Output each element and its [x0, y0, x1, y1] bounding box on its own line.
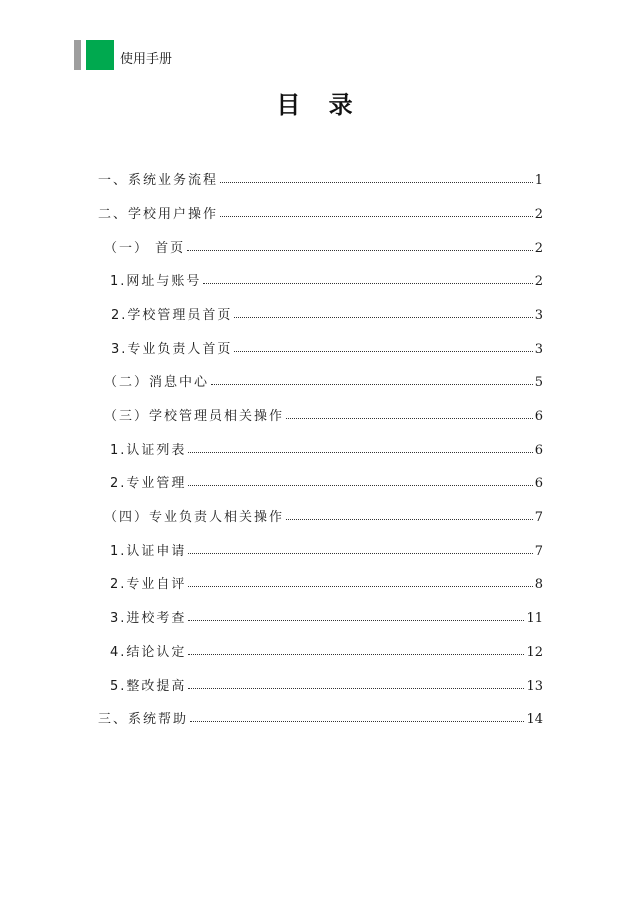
- toc-leader-dots: [190, 720, 524, 722]
- toc-entry-label: 1.认证列表: [110, 443, 187, 458]
- page-title: 目 录: [276, 90, 363, 119]
- toc-entry-page: 7: [534, 510, 543, 525]
- toc-entry-page: 2: [534, 207, 543, 222]
- toc-leader-dots: [188, 552, 532, 554]
- toc-entry-page: 6: [534, 443, 543, 458]
- toc-entry[interactable]: [110, 269, 543, 289]
- toc-entry[interactable]: [110, 674, 543, 694]
- toc-entry[interactable]: [110, 471, 543, 491]
- toc-entry-label: （三）学校管理员相关操作: [104, 409, 285, 424]
- header-gray-bar: [74, 40, 81, 70]
- toc-leader-dots: [234, 316, 532, 318]
- toc-entry[interactable]: [110, 572, 543, 592]
- header-green-block: [86, 40, 114, 70]
- toc-entry-page: 2: [534, 241, 543, 256]
- toc-entry[interactable]: [111, 303, 543, 323]
- toc-entry[interactable]: [110, 640, 543, 660]
- toc-entry-page: 3: [534, 308, 543, 323]
- toc-entry-label: 三、系统帮助: [98, 712, 189, 727]
- toc-entry-label: 3.进校考查: [110, 611, 187, 626]
- toc-leader-dots: [187, 249, 533, 251]
- toc-entry-page: 13: [526, 679, 543, 694]
- toc-entry[interactable]: [110, 606, 543, 626]
- toc-entry-page: 6: [534, 476, 543, 491]
- toc-entry[interactable]: [104, 370, 543, 390]
- toc-entry-label: （二）消息中心: [104, 375, 210, 390]
- toc-entry-label: 2.专业自评: [110, 577, 187, 592]
- toc-leader-dots: [203, 282, 532, 284]
- toc-entry-page: 1: [534, 173, 543, 188]
- toc-entry-page: 14: [526, 712, 543, 727]
- toc-leader-dots: [188, 653, 524, 655]
- toc-entry-label: 1.网址与账号: [110, 274, 202, 289]
- toc-entry[interactable]: [98, 707, 543, 727]
- toc-entry[interactable]: [104, 236, 543, 256]
- toc-leader-dots: [220, 181, 533, 183]
- toc-leader-dots: [188, 484, 532, 486]
- toc-entry-label: 一、系统业务流程: [98, 173, 219, 188]
- toc-entry-label: 二、学校用户操作: [98, 207, 219, 222]
- header-title: 使用手册: [120, 52, 173, 67]
- toc-entry[interactable]: [98, 202, 543, 222]
- toc-entry-page: 6: [534, 409, 543, 424]
- toc-entry[interactable]: [104, 404, 543, 424]
- toc-leader-dots: [234, 350, 532, 352]
- toc-entry-label: （一） 首页: [104, 241, 186, 256]
- toc-entry-page: 2: [534, 274, 543, 289]
- toc-entry[interactable]: [104, 505, 543, 525]
- toc-entry[interactable]: [110, 539, 543, 559]
- toc-entry-page: 8: [534, 577, 543, 592]
- toc-leader-dots: [188, 451, 532, 453]
- toc-leader-dots: [286, 417, 533, 419]
- toc-entry-page: 5: [534, 375, 543, 390]
- toc-leader-dots: [220, 215, 533, 217]
- toc-entry[interactable]: [98, 168, 543, 188]
- toc-entry-label: 4.结论认定: [110, 645, 187, 660]
- toc-entry-label: 5.整改提高: [110, 679, 187, 694]
- toc-entry-label: 2.专业管理: [110, 476, 187, 491]
- toc-entry[interactable]: [110, 438, 543, 458]
- toc-entry-page: 3: [534, 342, 543, 357]
- toc-leader-dots: [188, 687, 524, 689]
- toc-leader-dots: [188, 619, 524, 621]
- toc-entry-page: 7: [534, 544, 543, 559]
- toc-entry-label: （四）专业负责人相关操作: [104, 510, 285, 525]
- toc-entry-page: 12: [526, 645, 543, 660]
- toc-entry-label: 1.认证申请: [110, 544, 187, 559]
- toc-leader-dots: [211, 383, 533, 385]
- toc-entry-page: 11: [526, 611, 543, 626]
- toc-leader-dots: [188, 585, 532, 587]
- toc-entry-label: 3.专业负责人首页: [111, 342, 233, 357]
- toc-entry[interactable]: [111, 337, 543, 357]
- toc-leader-dots: [286, 518, 533, 520]
- toc-entry-label: 2.学校管理员首页: [111, 308, 233, 323]
